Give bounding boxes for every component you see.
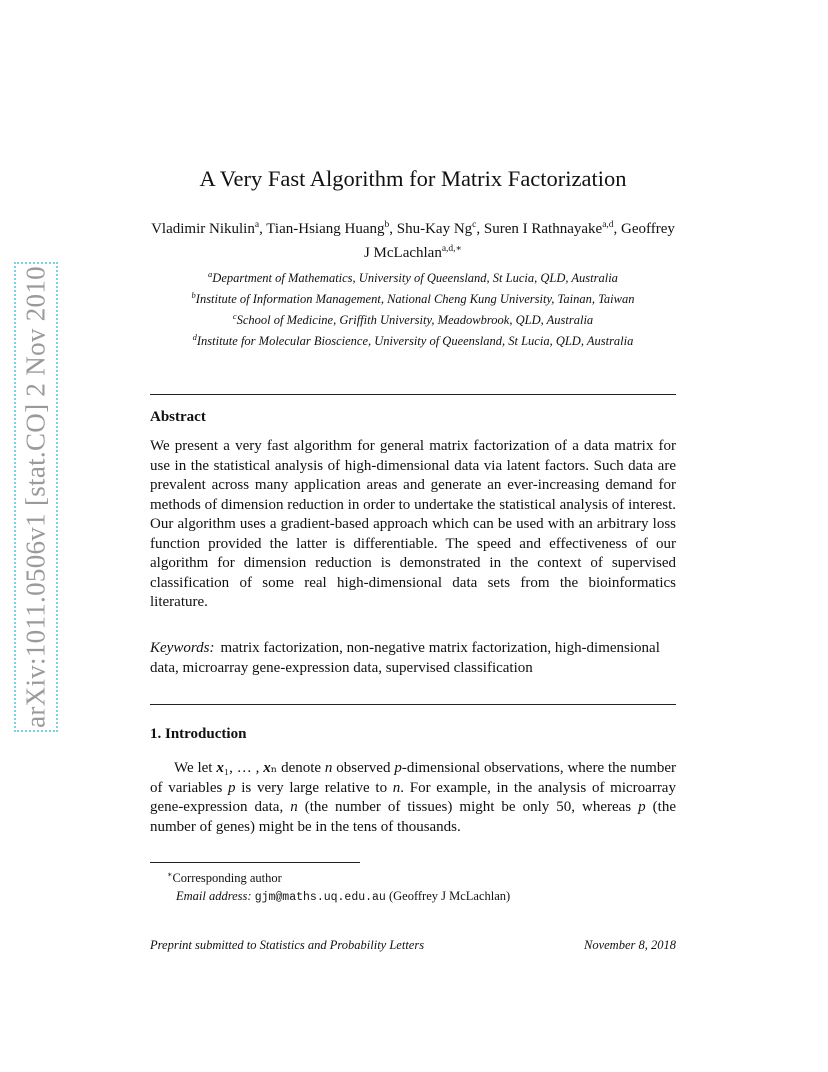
intro-text-run: p [228,779,236,796]
intro-text-run: -dimensional observations, where the number of variables [150,760,676,796]
keywords [150,638,676,678]
arxiv-identifier[interactable]: arXiv:1011.0506v1 [stat.CO] 2 Nov 2010 [20,266,51,728]
intro-text-run: is very large relative to [235,779,393,796]
affiliation-d [140,329,686,350]
email-owner: (Geoffrey J McLachlan) [388,889,511,904]
intro-text-run: We let [174,760,217,776]
abstract-text: We present a very fast algorithm for general matrix factorization of a data matrix for use in the statistical analysis of high-dimensional data via latent factors. Such data are prevalent across many application areas and generate an ever-increasing demand for methods of dimension reduction in order to undertake the statistical analysis of interest. Our algorithm uses a gradient-based approach which can be used with an arbitrary loss function provided the latter is differentiable. The speed and effectiveness of our algorithm for dimension reduction is demonstrated in the context of supervised classification of some real high-dimensional data sets from the bioinformatics literature. [150,438,676,610]
affiliation-mark: a [208,269,213,279]
author-separator: , [389,221,397,237]
footnote-rule [150,862,360,863]
footer-date: November 8, 2018 [584,938,676,952]
affiliation-b [140,287,686,308]
intro-text-run: p [638,799,646,815]
email-label: Email address: [176,889,252,904]
author-affiliation-mark: b [384,220,390,230]
footnote-email-line [167,887,510,907]
intro-text-run: n [392,779,401,796]
author-name: Geoffrey J McLachlan [363,221,675,261]
intro-text-run: x [263,760,271,776]
author-affiliation-mark: c [472,220,477,230]
author-affiliation-mark: a [254,220,260,230]
intro-text-run: (the number of genes) might be in the tens of thousands. [150,799,676,835]
keywords-label: Keywords: [150,640,215,656]
affiliation-c [140,308,686,329]
abstract-heading: Abstract [150,409,206,425]
affiliation-text: Institute of Information Management, National Cheng Kung University, Tainan, Taiwan [195,292,635,307]
author-separator: , [613,221,622,237]
affiliation-mark: b [191,290,196,301]
author-list [150,215,676,263]
intro-text-run: observed [332,760,395,776]
affiliation-a [140,266,686,287]
footnote [167,866,510,907]
affiliation-text: Institute for Molecular Bioscience, University of Queensland, St Lucia, QLD, Australia [196,334,634,349]
abstract-top-rule [150,394,676,395]
author-affiliation-mark: a,d [602,220,614,230]
intro-text-run: n [324,760,333,776]
intro-text-run: ₙ denote [270,760,325,776]
author-separator: , [259,221,267,237]
intro-text-run: p [394,760,402,776]
author-name: Suren I Rathnayake [483,221,603,237]
intro-text-run: . For example, in the analysis of microarray gene-expression data, [150,779,676,815]
affiliation-text: Department of Mathematics, University of Queensland, St Lucia, QLD, Australia [212,271,618,286]
footnote-mark: ∗ [167,870,173,879]
affiliation-mark: c [232,311,237,322]
footnote-corresponding [167,866,510,887]
keywords-text: matrix factorization, non-negative matrix factorization, high-dimensional data, microarray gene-expression data, supervised classification [150,640,660,676]
affiliation-text: School of Medicine, Griffith University, Meadowbrook, QLD, Australia [236,313,594,328]
affiliation-mark: d [192,332,197,343]
intro-text-run: ₁, … , [223,760,264,776]
intro-text-run: (the number of tissues) might be only 50, whereas [297,799,639,815]
author-affiliation-mark: a,d,∗ [441,244,463,254]
author-separator: , [476,221,484,237]
footer-preprint-note: Preprint submitted to Statistics and Probability Letters [150,938,425,952]
abstract-bottom-rule [150,704,676,705]
author-name: Shu-Kay Ng [396,221,473,237]
affiliation-list [140,266,686,351]
author-name: Tian-Hsiang Huang [266,221,385,237]
footnote-corresponding-text: Corresponding author [172,871,282,886]
paper-title: A Very Fast Algorithm for Matrix Factorization [199,166,627,191]
intro-text-run: x [216,760,224,776]
section-heading-introduction: 1. Introduction [150,726,247,742]
intro-text-run: n [290,799,298,815]
introduction-paragraph [150,759,676,837]
email-address[interactable]: gjm@maths.uq.edu.au [254,891,386,905]
author-name: Vladimir Nikulin [151,221,255,237]
